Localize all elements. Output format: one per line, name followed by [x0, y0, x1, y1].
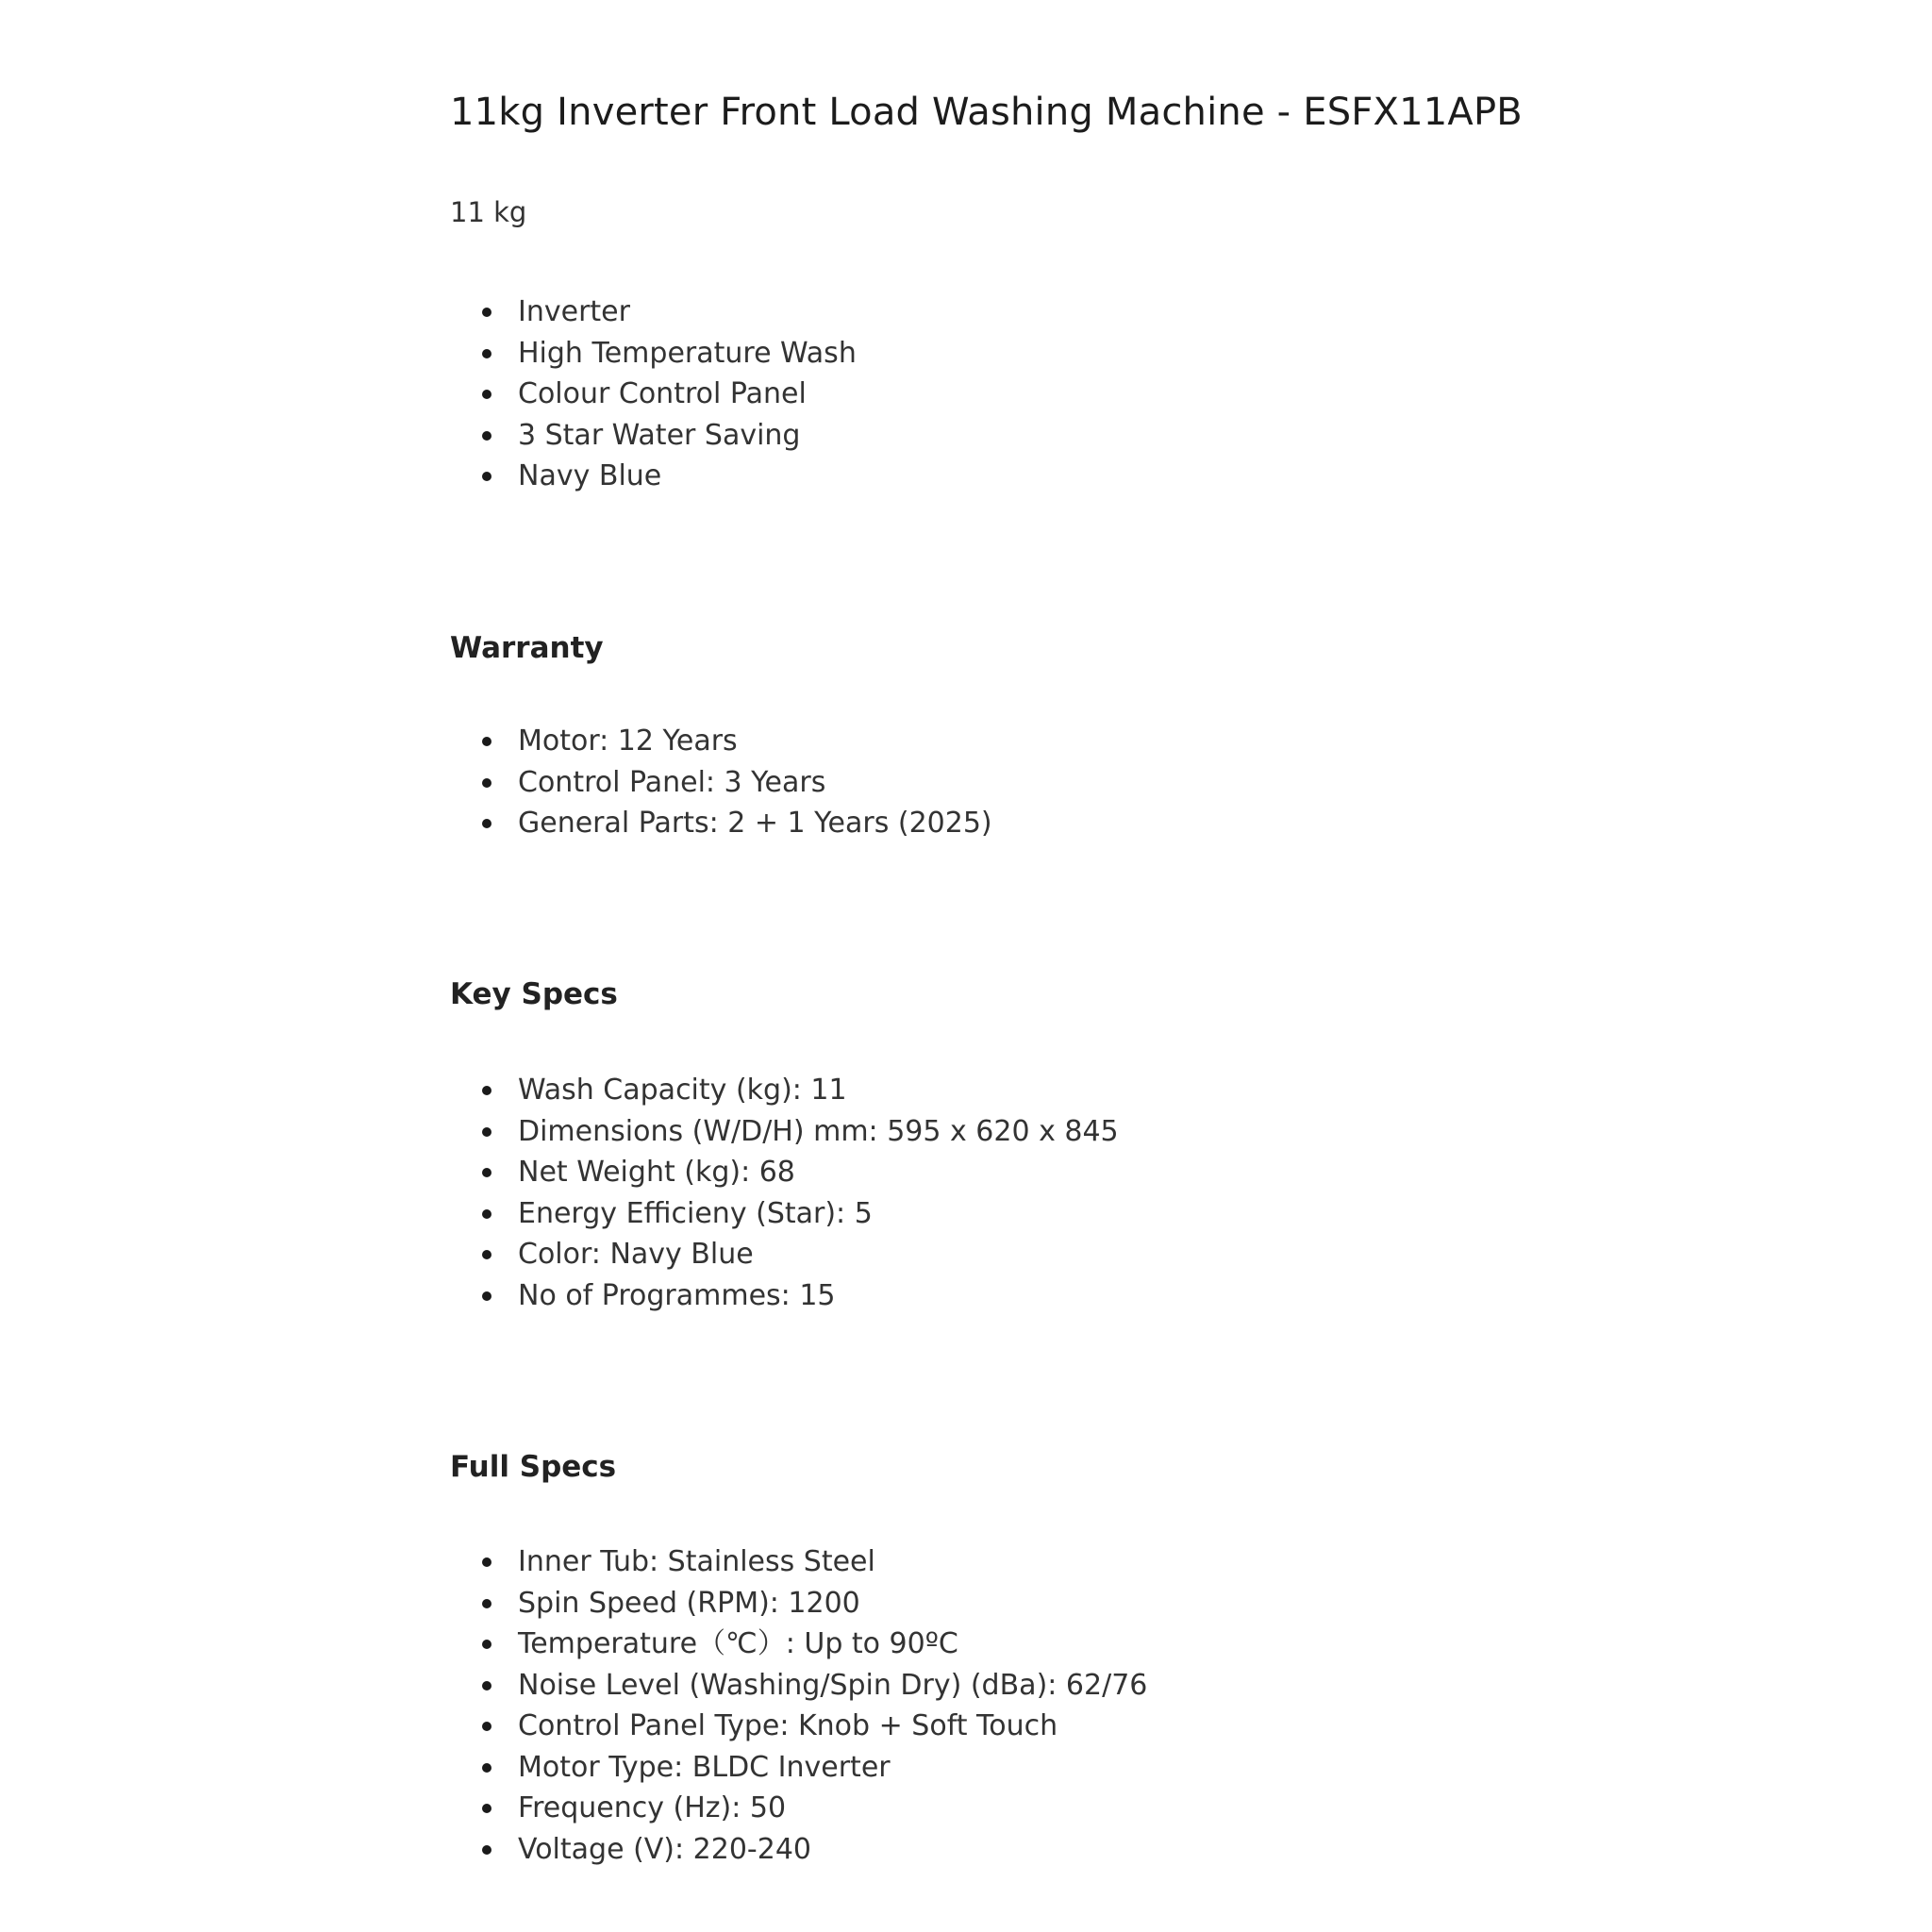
- full-specs-list: [450, 1541, 1147, 1870]
- list-item: Noise Level (Washing/Spin Dry) (dBa): 62/76: [450, 1665, 1147, 1707]
- full-specs-heading: Full Specs: [450, 1450, 617, 1484]
- list-item: Control Panel: 3 Years: [450, 762, 992, 804]
- warranty-list: [450, 721, 992, 844]
- list-item: Navy Blue: [450, 456, 857, 497]
- list-item: Motor: 12 Years: [450, 721, 992, 762]
- list-item: Control Panel Type: Knob + Soft Touch: [450, 1706, 1147, 1747]
- list-item: Temperature（℃）: Up to 90ºC: [450, 1624, 1147, 1665]
- list-item: Voltage (V): 220-240: [450, 1829, 1147, 1871]
- list-item: Motor Type: BLDC Inverter: [450, 1747, 1147, 1789]
- list-item: Color: Navy Blue: [450, 1234, 1119, 1275]
- capacity-label: 11 kg: [450, 196, 527, 228]
- key-specs-heading: Key Specs: [450, 977, 618, 1011]
- list-item: Colour Control Panel: [450, 374, 857, 415]
- list-item: Net Weight (kg): 68: [450, 1152, 1119, 1193]
- list-item: Inner Tub: Stainless Steel: [450, 1541, 1147, 1583]
- list-item: High Temperature Wash: [450, 333, 857, 375]
- list-item: General Parts: 2 + 1 Years (2025): [450, 803, 992, 844]
- key-specs-list: [450, 1070, 1119, 1316]
- list-item: No of Programmes: 15: [450, 1275, 1119, 1317]
- list-item: Frequency (Hz): 50: [450, 1788, 1147, 1829]
- list-item: Energy Efficieny (Star): 5: [450, 1193, 1119, 1235]
- list-item: Inverter: [450, 291, 857, 333]
- list-item: Spin Speed (RPM): 1200: [450, 1583, 1147, 1624]
- product-title: 11kg Inverter Front Load Washing Machine - ESFX11APB: [450, 91, 1523, 134]
- warranty-heading: Warranty: [450, 631, 604, 665]
- feature-list: [450, 291, 857, 497]
- list-item: Dimensions (W/D/H) mm: 595 x 620 x 845: [450, 1111, 1119, 1153]
- list-item: Wash Capacity (kg): 11: [450, 1070, 1119, 1111]
- list-item: 3 Star Water Saving: [450, 415, 857, 457]
